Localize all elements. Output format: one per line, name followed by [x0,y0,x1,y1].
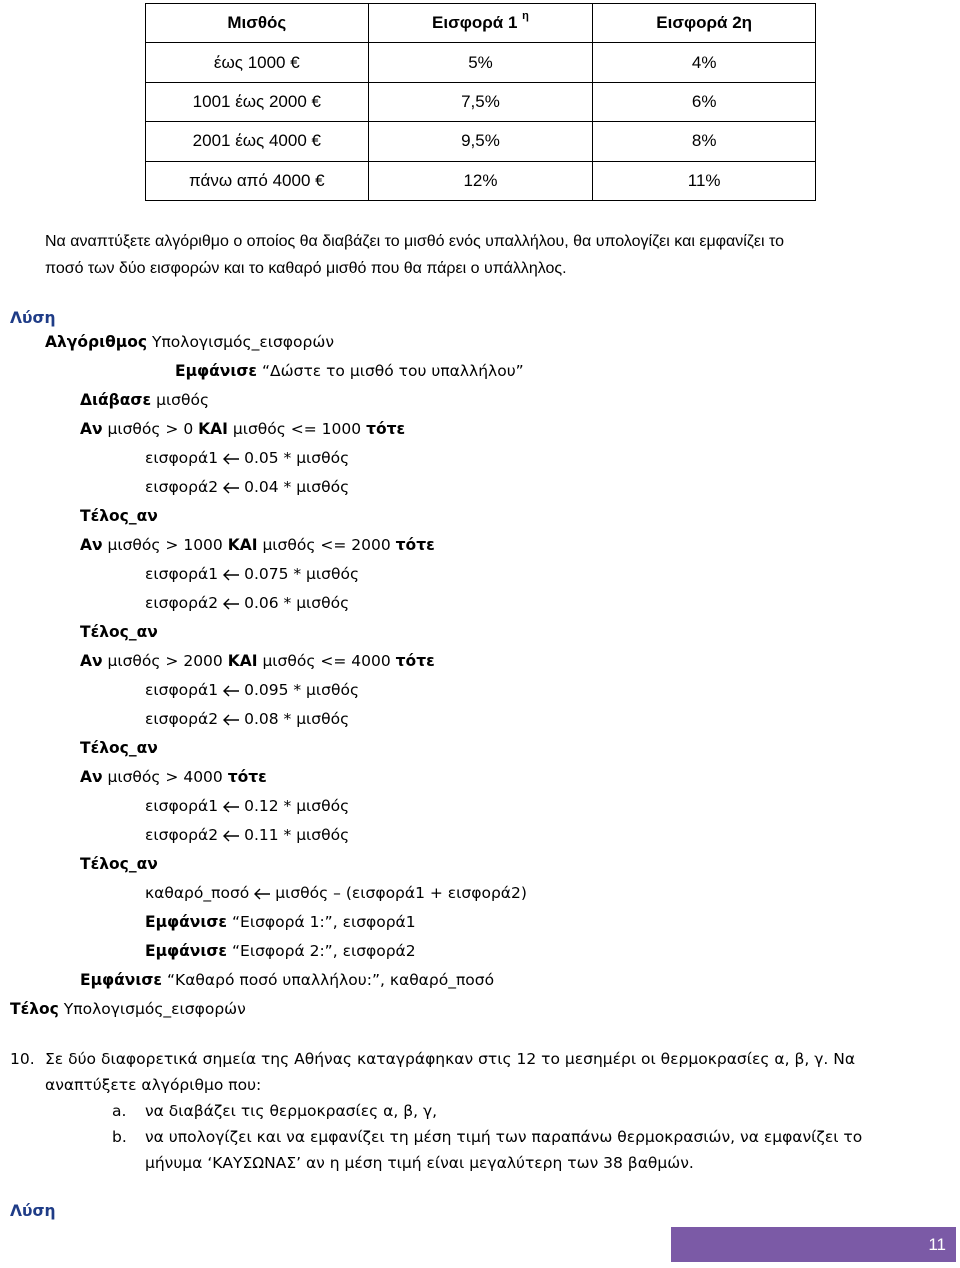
assignment-line: εισφορά2 0.04 * μισθός [145,478,350,496]
end-if: Τέλος_αν [80,507,158,525]
end-if: Τέλος_αν [80,623,158,641]
arrow-left-icon [222,830,240,842]
arrow-left-icon [253,888,271,900]
page-number: 11 [928,1234,946,1254]
algorithm-header: Αλγόριθμος Υπολογισμός_εισφορών [45,333,334,351]
exercise-item-b: b. να υπολογίζει και να εμφανίζει τη μέση τιμή των παραπάνω θερμοκρασιών, να εμφανίζει το μήνυμα ‘ΚΑΥΣΩΝΑΣ’ αν η μέση τιμή είναι μεγαλύτερη των 38 βαθμών. [112,1128,863,1172]
algorithm-line: Διάβασε μισθός [80,391,210,409]
solution-label: Λύση [10,309,56,327]
exercise-text: Σε δύο διαφορετικά σημεία της Αθήνας καταγράφηκαν στις 12 το μεσημέρι οι θερμοκρασίες α, β, γ. Να αναπτύξετε αλγόριθμο που: [45,1050,856,1094]
end-if: Τέλος_αν [80,855,158,873]
end-if: Τέλος_αν [80,739,158,757]
assignment-line: εισφορά1 0.05 * μισθός [145,449,350,467]
table-header-row [146,4,816,43]
assignment-line: εισφορά1 0.12 * μισθός [145,797,350,815]
header-contribution-1: Εισφορά 1 $^\eta$ [368,4,593,43]
arrow-left-icon [222,482,240,494]
problem-statement [45,228,957,282]
algorithm-line: Εμφάνισε “Εισφορά 1:”, εισφορά1 [145,913,416,931]
exercise-10 [10,1046,950,1106]
table-cell: έως 1000 € [146,43,369,82]
table-cell: 9,5% [368,122,593,161]
arrow-left-icon [222,598,240,610]
problem-line: Να αναπτύξετε αλγόριθμο ο οποίος θα διαβάζει το μισθό ενός υπαλλήλου, θα υπολογίζει και εμφανίζει το [45,233,785,250]
assignment-line: εισφορά2 0.11 * μισθός [145,826,350,844]
euro-icon: € [290,52,300,72]
page-number-bar [671,1227,956,1262]
table-cell: 11% [593,161,816,200]
assignment-line: εισφορά1 0.075 * μισθός [145,565,360,583]
arrow-left-icon [222,453,240,465]
euro-icon: € [315,170,325,190]
if-statement: Αν μισθός > 1000 ΚΑΙ μισθός <= 2000 τότε [80,536,435,554]
table-row [146,43,816,82]
header-contribution-2: Εισφορά 2η [593,4,816,43]
if-statement: Αν μισθός > 4000 τότε [80,768,267,786]
arrow-left-icon [222,801,240,813]
exercise-number: 10. [10,1050,35,1068]
table-cell: 12% [368,161,593,200]
algorithm-end: Τέλος Υπολογισμός_εισφορών [10,1000,246,1018]
exercise-item-a: a. να διαβάζει τις θερμοκρασίες α, β, γ, [112,1102,438,1120]
algorithm-line: Εμφάνισε “Καθαρό ποσό υπαλλήλου:”, καθαρό_ποσό [80,971,495,989]
table-cell: 6% [593,82,816,121]
arrow-left-icon [222,714,240,726]
algorithm-line: Εμφάνισε “Εισφορά 2:”, εισφορά2 [145,942,416,960]
table-row [146,161,816,200]
euro-icon: € [311,91,321,111]
arrow-left-icon [222,569,240,581]
problem-line: ποσό των δύο εισφορών και το καθαρό μισθό που θα πάρει ο υπάλληλος. [45,260,567,277]
assignment-line: εισφορά2 0.08 * μισθός [145,710,350,728]
arrow-left-icon [222,685,240,697]
table-cell: 8% [593,122,816,161]
table-cell: 5% [368,43,593,82]
euro-icon: € [311,131,321,151]
table-cell: 7,5% [368,82,593,121]
table-row [146,82,816,121]
table-row [146,122,816,161]
algorithm-line: Εμφάνισε “Δώστε το μισθό του υπαλλήλου” [175,362,524,380]
salary-contribution-table [145,3,816,201]
assignment-line: εισφορά2 0.06 * μισθός [145,594,350,612]
if-statement: Αν μισθός > 0 ΚΑΙ μισθός <= 1000 τότε [80,420,406,438]
assignment-line: εισφορά1 0.095 * μισθός [145,681,360,699]
header-salary: Μισθός [146,4,369,43]
if-statement: Αν μισθός > 2000 ΚΑΙ μισθός <= 4000 τότε [80,652,435,670]
table-cell: 1001 έως 2000 € [146,82,369,121]
solution-label: Λύση [10,1202,56,1220]
assignment-line: καθαρό_ποσό μισθός – (εισφορά1 + εισφορά2) [145,884,527,902]
table-cell: 4% [593,43,816,82]
table-cell: πάνω από 4000 € [146,161,369,200]
table-cell: 2001 έως 4000 € [146,122,369,161]
